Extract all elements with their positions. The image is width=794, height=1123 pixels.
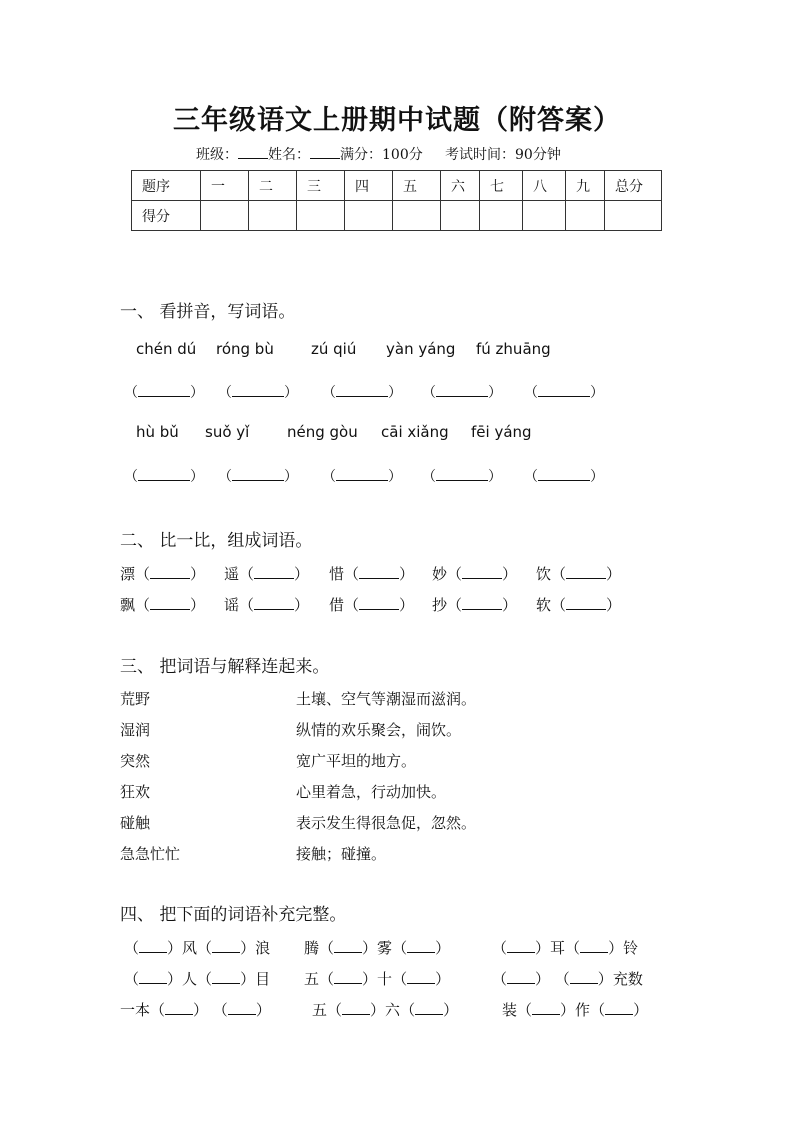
score-input-cell[interactable] [480, 201, 523, 231]
match-meaning[interactable]: 接触；碰撞。 [296, 845, 387, 863]
compare-item[interactable]: 借（ ） [329, 596, 415, 614]
score-cell: 一 [201, 171, 249, 201]
section-4-heading: 四、 把下面的词语补充完整。 [120, 905, 347, 925]
full-score: 满分：100分 [340, 147, 423, 163]
answer-blank[interactable]: （ ） [124, 469, 204, 485]
score-cell: 二 [249, 171, 297, 201]
name-label: 姓名： [268, 147, 310, 163]
score-cell: 五 [393, 171, 441, 201]
class-blank [238, 146, 268, 159]
idiom-item[interactable]: （ ）风（ ）浪 [124, 939, 271, 957]
match-meaning[interactable]: 土壤、空气等潮湿而滋润。 [296, 690, 477, 708]
score-cell: 四 [345, 171, 393, 201]
compare-item[interactable]: 谣（ ） [224, 596, 310, 614]
idiom-item[interactable]: 五（ ）六（ ） [312, 1001, 459, 1019]
idiom-item[interactable]: （ ） （ ）充数 [492, 970, 643, 988]
compare-item[interactable]: 遥（ ） [224, 565, 310, 583]
score-input-cell[interactable] [297, 201, 345, 231]
match-word[interactable]: 突然 [120, 752, 151, 770]
match-word[interactable]: 急急忙忙 [120, 845, 181, 863]
answer-blank[interactable]: （ ） [218, 385, 298, 401]
compare-item[interactable]: 惜（ ） [329, 565, 415, 583]
pinyin-item: chén dú [136, 340, 197, 358]
pinyin-item: néng gòu [287, 423, 358, 441]
match-meaning[interactable]: 纵情的欢乐聚会，闹饮。 [296, 721, 462, 739]
pinyin-item: yàn yáng [386, 340, 456, 358]
page-title: 三年级语文上册期中试题（附答案） [173, 105, 621, 136]
score-input-cell[interactable] [345, 201, 393, 231]
name-blank [310, 146, 340, 159]
answer-blank[interactable]: （ ） [422, 385, 502, 401]
match-meaning[interactable]: 宽广平坦的地方。 [296, 752, 417, 770]
compare-item[interactable]: 饮（ ） [536, 565, 622, 583]
score-input-cell[interactable] [393, 201, 441, 231]
match-word[interactable]: 碰触 [120, 814, 151, 832]
compare-item[interactable]: 漂（ ） [120, 565, 206, 583]
idiom-item[interactable]: 五（ ）十（ ） [304, 970, 451, 988]
compare-item[interactable]: 抄（ ） [432, 596, 518, 614]
section-1-heading: 一、 看拼音，写词语。 [120, 302, 296, 322]
answer-blank[interactable]: （ ） [524, 385, 604, 401]
exam-time: 考试时间：90分钟 [445, 147, 561, 163]
answer-blank[interactable]: （ ） [322, 469, 402, 485]
match-word[interactable]: 湿润 [120, 721, 151, 739]
answer-blank[interactable]: （ ） [524, 469, 604, 485]
idiom-item[interactable]: （ ）人（ ）目 [124, 970, 271, 988]
match-word[interactable]: 荒野 [120, 690, 151, 708]
pinyin-item: fēi yáng [471, 423, 532, 441]
score-row-label: 得分 [132, 201, 201, 231]
answer-blank[interactable]: （ ） [422, 469, 502, 485]
score-cell: 三 [297, 171, 345, 201]
pinyin-item: fú zhuāng [476, 340, 551, 358]
score-header-row [132, 171, 662, 201]
pinyin-item: róng bù [216, 340, 274, 358]
pinyin-item: cāi xiǎng [381, 423, 449, 441]
idiom-item[interactable]: 一本（ ） （ ） [120, 1001, 271, 1019]
answer-blank[interactable]: （ ） [218, 469, 298, 485]
score-cell: 七 [480, 171, 523, 201]
pinyin-item: hù bǔ [136, 423, 179, 441]
score-input-cell[interactable] [249, 201, 297, 231]
pinyin-item: zú qiú [311, 340, 357, 358]
score-value-row [132, 201, 662, 231]
idiom-item[interactable]: 装（ ）作（ ） [502, 1001, 649, 1019]
score-table [131, 170, 662, 231]
answer-blank[interactable]: （ ） [124, 385, 204, 401]
compare-item[interactable]: 软（ ） [536, 596, 622, 614]
score-cell: 九 [566, 171, 605, 201]
score-cell: 题序 [132, 171, 201, 201]
score-input-cell[interactable] [441, 201, 480, 231]
score-cell: 八 [523, 171, 566, 201]
idiom-item[interactable]: 腾（ ）雾（ ） [304, 939, 451, 957]
compare-item[interactable]: 妙（ ） [432, 565, 518, 583]
score-cell: 六 [441, 171, 480, 201]
section-2-heading: 二、 比一比，组成词语。 [120, 531, 313, 551]
score-input-cell[interactable] [605, 201, 662, 231]
score-cell: 总分 [605, 171, 662, 201]
score-input-cell[interactable] [201, 201, 249, 231]
class-label: 班级： [196, 147, 238, 163]
idiom-item[interactable]: （ ）耳（ ）铃 [492, 939, 639, 957]
pinyin-item: suǒ yǐ [205, 423, 250, 441]
compare-item[interactable]: 飘（ ） [120, 596, 206, 614]
exam-info [196, 144, 561, 164]
match-meaning[interactable]: 心里着急，行动加快。 [296, 783, 447, 801]
answer-blank[interactable]: （ ） [322, 385, 402, 401]
section-3-heading: 三、 把词语与解释连起来。 [120, 657, 330, 677]
match-meaning[interactable]: 表示发生得很急促，忽然。 [296, 814, 477, 832]
score-input-cell[interactable] [566, 201, 605, 231]
score-input-cell[interactable] [523, 201, 566, 231]
match-word[interactable]: 狂欢 [120, 783, 151, 801]
